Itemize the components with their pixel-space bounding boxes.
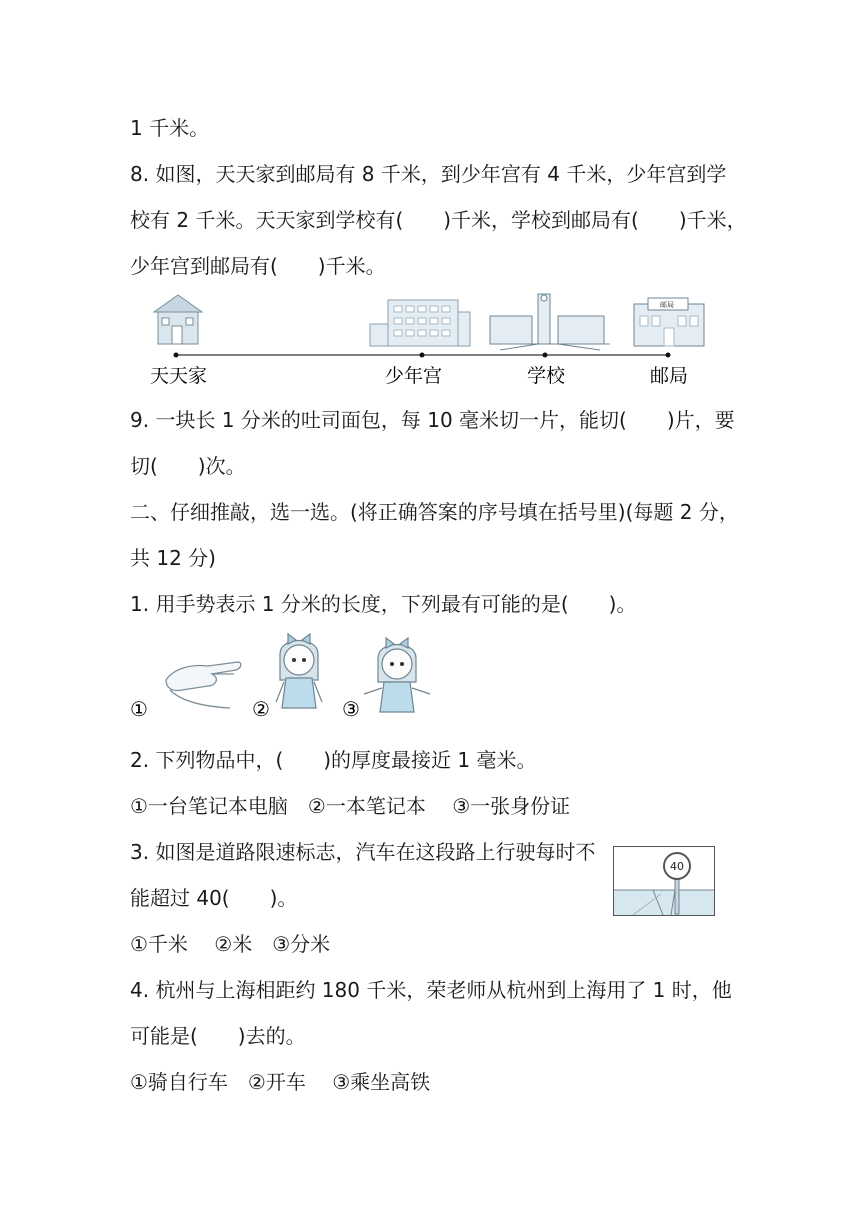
question-8-line-1: 8. 如图，天天家到邮局有 8 千米，到少年宫有 4 千米，少年宫到学 [130,162,727,186]
text-line: 1 千米。 [130,116,210,140]
route-diagram [140,290,710,390]
house-icon [154,295,202,344]
mc-question-3-line-2: 能超过 40( )。 [130,886,298,910]
mc-question-1: 1. 用手势表示 1 分米的长度，下列最有可能的是( )。 [130,592,637,616]
youth-palace-icon [370,300,470,346]
gesture-options [130,628,450,724]
post-office-sign: 邮局 [660,301,674,309]
mc-question-3-options: ①千米 ②米 ③分米 [130,932,331,956]
speed-limit-sign-picture [613,846,715,916]
label-youth-palace: 少年宫 [385,365,443,387]
speed-limit-value: 40 [670,860,684,873]
label-home: 天天家 [150,365,208,387]
school-icon [490,294,610,350]
option-2-mark: ② [252,697,270,721]
question-9-line-1: 9. 一块长 1 分米的吐司面包，每 10 毫米切一片，能切( )片，要 [130,408,735,432]
girl-icon-arms-down [276,634,322,708]
option-1-mark: ① [130,697,148,721]
point-school [543,353,548,358]
mc-question-3-line-1: 3. 如图是道路限速标志，汽车在这段路上行驶每时不 [130,840,596,864]
mc-question-4-line-1: 4. 杭州与上海相距约 180 千米，荣老师从杭州到上海用了 1 时，他 [130,978,732,1002]
point-post-office [666,353,671,358]
label-school: 学校 [527,365,566,387]
mc-question-2-options: ①一台笔记本电脑 ②一本笔记本 ③一张身份证 [130,794,571,818]
label-post-office: 邮局 [650,365,689,387]
mc-question-4-line-2: 可能是( )去的。 [130,1024,306,1048]
question-8-line-2: 校有 2 千米。天天家到学校有( )千米，学校到邮局有( )千米， [130,208,747,232]
question-8-line-3: 少年宫到邮局有( )千米。 [130,254,386,278]
question-9-line-2: 切( )次。 [130,454,246,478]
point-youth-palace [420,353,425,358]
girl-icon-arms-out [364,638,430,712]
hand-icon [166,662,241,708]
section-2-title-line-2: 共 12 分) [130,546,216,570]
speed-limit-figure [613,846,715,916]
point-home [174,353,179,358]
mc-question-4-options: ①骑自行车 ②开车 ③乘坐高铁 [130,1070,431,1094]
gesture-figure [130,628,450,724]
option-3-mark: ③ [342,697,360,721]
mc-question-2: 2. 下列物品中，( )的厚度最接近 1 毫米。 [130,748,537,772]
route-figure [140,290,710,390]
section-2-title-line-1: 二、仔细推敲，选一选。(将正确答案的序号填在括号里)(每题 2 分， [130,500,739,524]
